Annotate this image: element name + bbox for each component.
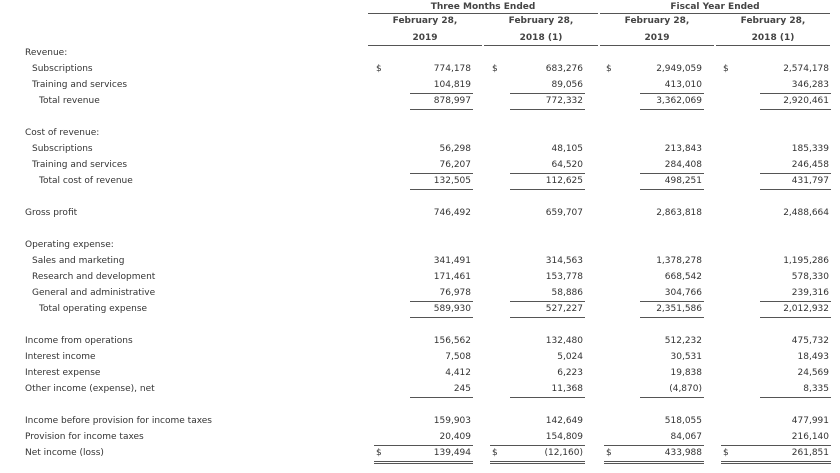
row-label: Training and services [32, 80, 128, 90]
subtotal-rule [510, 173, 585, 174]
subtotal-rule [760, 301, 831, 302]
subtotal-rule [760, 93, 831, 94]
row-value: 156,562 [433, 336, 471, 346]
currency-symbol: $ [723, 448, 729, 458]
col3-header-line2: 2019 [644, 33, 670, 43]
row-value: 132,505 [433, 176, 471, 186]
row-value: 304,766 [664, 288, 702, 298]
header-three-months-rule [368, 13, 598, 14]
row-value: 216,140 [791, 432, 829, 442]
row-value: 139,494 [433, 448, 471, 458]
row-label: Net income (loss) [25, 448, 104, 458]
row-value: 58,886 [551, 288, 583, 298]
currency-symbol: $ [723, 64, 729, 74]
col4-header-line2: 2018 (1) [751, 33, 795, 43]
row-value: 498,251 [664, 176, 702, 186]
total-rule [410, 189, 473, 190]
col2-header-line1: February 28, [508, 16, 574, 26]
row-value: 413,010 [664, 80, 702, 90]
total-rule [760, 189, 831, 190]
currency-symbol: $ [492, 448, 498, 458]
row-value: 433,988 [664, 448, 702, 458]
header-bottom-rule [600, 45, 714, 46]
total-rule [510, 189, 585, 190]
header-bottom-rule [368, 45, 482, 46]
row-value: 245 [453, 384, 471, 394]
subtotal-rule [640, 397, 704, 398]
row-label: Provision for income taxes [25, 432, 144, 442]
row-value: 878,997 [433, 96, 471, 106]
row-value: 11,368 [551, 384, 583, 394]
header-bottom-rule [484, 45, 598, 46]
row-value: 589,930 [433, 304, 471, 314]
row-value: 1,195,286 [783, 256, 829, 266]
row-value: (4,870) [669, 384, 702, 394]
row-value: 284,408 [664, 160, 702, 170]
row-label: Revenue: [25, 48, 68, 58]
row-label: Operating expense: [25, 240, 114, 250]
net-income-double-rule [721, 461, 831, 464]
row-value: 527,227 [545, 304, 583, 314]
row-value: 213,843 [664, 144, 702, 154]
row-value: 104,819 [433, 80, 471, 90]
row-value: 89,056 [551, 80, 583, 90]
net-income-top-rule [374, 445, 473, 446]
row-value: 142,649 [545, 416, 583, 426]
total-rule [510, 109, 585, 110]
row-value: 8,335 [803, 384, 829, 394]
row-value: 185,339 [791, 144, 829, 154]
col3-header-line1: February 28, [624, 16, 690, 26]
currency-symbol: $ [376, 448, 382, 458]
row-value: 84,067 [670, 432, 702, 442]
subtotal-rule [510, 397, 585, 398]
total-rule [510, 317, 585, 318]
row-value: 477,991 [791, 416, 829, 426]
col2-header-line2: 2018 (1) [519, 33, 563, 43]
row-label: General and administrative [32, 288, 156, 298]
row-label: Other income (expense), net [25, 384, 155, 394]
row-value: 659,707 [545, 208, 583, 218]
row-value: 578,330 [791, 272, 829, 282]
row-value: 2,920,461 [783, 96, 829, 106]
net-income-top-rule [490, 445, 585, 446]
row-label: Subscriptions [32, 144, 93, 154]
row-value: 346,283 [791, 80, 829, 90]
row-value: 475,732 [791, 336, 829, 346]
total-rule [640, 109, 704, 110]
row-value: 1,378,278 [656, 256, 702, 266]
row-value: (12,160) [544, 448, 583, 458]
header-three-months: Three Months Ended [430, 2, 536, 12]
row-value: 261,851 [791, 448, 829, 458]
row-label: Total revenue [39, 96, 100, 106]
row-label: Income before provision for income taxes [25, 416, 212, 426]
subtotal-rule [760, 173, 831, 174]
row-value: 239,316 [791, 288, 829, 298]
col1-header-line1: February 28, [392, 16, 458, 26]
row-value: 2,351,586 [656, 304, 702, 314]
row-value: 132,480 [545, 336, 583, 346]
net-income-double-rule [374, 461, 473, 464]
row-value: 512,232 [664, 336, 702, 346]
row-label: Interest income [25, 352, 96, 362]
row-value: 64,520 [551, 160, 583, 170]
row-label: Subscriptions [32, 64, 93, 74]
row-value: 3,362,069 [656, 96, 702, 106]
row-label: Training and services [32, 160, 128, 170]
row-value: 19,838 [670, 368, 702, 378]
row-label: Sales and marketing [32, 256, 125, 266]
row-value: 159,903 [433, 416, 471, 426]
net-income-top-rule [721, 445, 831, 446]
net-income-top-rule [604, 445, 704, 446]
subtotal-rule [410, 173, 473, 174]
row-value: 76,207 [439, 160, 471, 170]
row-value: 7,508 [445, 352, 471, 362]
row-value: 2,574,178 [783, 64, 829, 74]
total-rule [410, 317, 473, 318]
row-value: 56,298 [439, 144, 471, 154]
row-label: Gross profit [25, 208, 78, 218]
row-value: 18,493 [797, 352, 829, 362]
row-value: 4,412 [445, 368, 471, 378]
total-rule [760, 317, 831, 318]
subtotal-rule [640, 93, 704, 94]
header-bottom-rule [716, 45, 830, 46]
currency-symbol: $ [492, 64, 498, 74]
row-label: Total cost of revenue [39, 176, 133, 186]
row-value: 341,491 [433, 256, 471, 266]
total-rule [640, 317, 704, 318]
row-value: 772,332 [545, 96, 583, 106]
row-label: Research and development [32, 272, 156, 282]
row-value: 2,949,059 [656, 64, 702, 74]
row-value: 171,461 [433, 272, 471, 282]
subtotal-rule [760, 397, 831, 398]
row-value: 668,542 [664, 272, 702, 282]
subtotal-rule [640, 173, 704, 174]
row-value: 2,488,664 [783, 208, 829, 218]
net-income-double-rule [490, 461, 585, 464]
currency-symbol: $ [606, 64, 612, 74]
row-label: Income from operations [25, 336, 133, 346]
col4-header-line1: February 28, [740, 16, 806, 26]
total-rule [410, 109, 473, 110]
net-income-double-rule [604, 461, 704, 464]
col1-header-line2: 2019 [412, 33, 438, 43]
row-label: Total operating expense [39, 304, 148, 314]
row-value: 246,458 [791, 160, 829, 170]
row-value: 6,223 [557, 368, 583, 378]
row-value: 20,409 [439, 432, 471, 442]
subtotal-rule [510, 93, 585, 94]
row-value: 746,492 [433, 208, 471, 218]
header-fiscal-year-rule [600, 13, 830, 14]
subtotal-rule [640, 301, 704, 302]
row-value: 2,863,818 [656, 208, 702, 218]
subtotal-rule [410, 93, 473, 94]
currency-symbol: $ [376, 64, 382, 74]
subtotal-rule [410, 397, 473, 398]
row-value: 683,276 [545, 64, 583, 74]
row-label: Interest expense [25, 368, 101, 378]
row-value: 5,024 [557, 352, 583, 362]
row-value: 153,778 [545, 272, 583, 282]
total-rule [760, 109, 831, 110]
row-label: Cost of revenue: [25, 128, 100, 138]
row-value: 774,178 [433, 64, 471, 74]
row-value: 24,569 [797, 368, 829, 378]
row-value: 518,055 [664, 416, 702, 426]
row-value: 76,978 [439, 288, 471, 298]
row-value: 431,797 [791, 176, 829, 186]
row-value: 154,809 [545, 432, 583, 442]
currency-symbol: $ [606, 448, 612, 458]
header-fiscal-year: Fiscal Year Ended [670, 2, 760, 12]
subtotal-rule [510, 301, 585, 302]
subtotal-rule [410, 301, 473, 302]
total-rule [640, 189, 704, 190]
row-value: 112,625 [545, 176, 583, 186]
row-value: 48,105 [551, 144, 583, 154]
row-value: 314,563 [545, 256, 583, 266]
row-value: 30,531 [670, 352, 702, 362]
row-value: 2,012,932 [783, 304, 829, 314]
